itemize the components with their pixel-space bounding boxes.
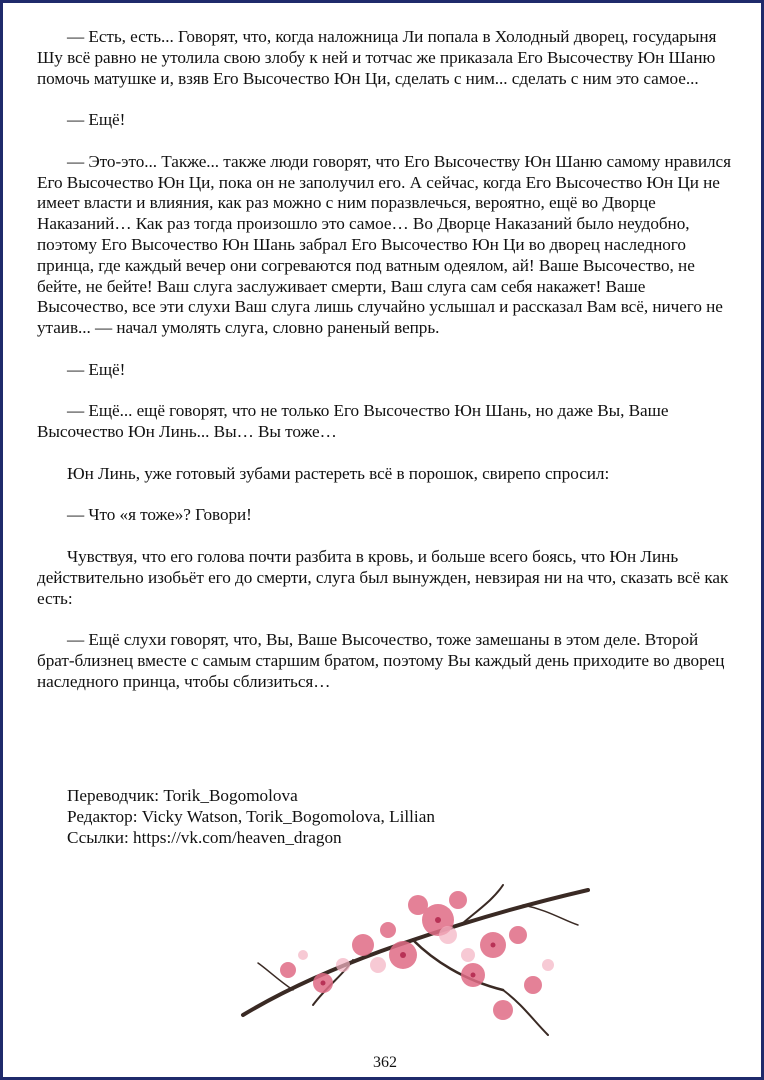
paragraph: — Ещё! bbox=[67, 110, 126, 130]
paragraph: — Есть, есть... Говорят, что, когда наложница Ли попала в Холодный дворец, государыня Шу всё равно не утолила свою злобу к ней и тотчас же приказала Его Высочеству Юн Шаню помочь матушке и, взяв Его Высочество Юн Ци, сделать с ним... сделать с ним это самое... bbox=[37, 27, 717, 88]
page-number: 362 bbox=[373, 1054, 397, 1071]
cherry-blossom-illustration bbox=[203, 865, 603, 1055]
paragraph: — Ещё слухи говорят, что, Вы, Ваше Высочество, тоже замешаны в этом деле. Второй брат-близнец вместе с самым старшим братом, поэтому Вы каждый день приходите во дворец наследного принца, чтобы сблизиться… bbox=[37, 630, 725, 691]
paragraph: Юн Линь, уже готовый зубами растереть всё в порошок, свирепо спросил: bbox=[67, 463, 610, 483]
body-text bbox=[37, 27, 737, 713]
credits bbox=[67, 785, 707, 848]
links-credit[interactable]: Ссылки: https://vk.com/heaven_dragon bbox=[67, 828, 342, 847]
translator-credit: Переводчик: Torik_Bogomolova bbox=[67, 786, 298, 805]
paragraph: — Ещё! bbox=[67, 359, 126, 379]
paragraph: — Это-это... Также... также люди говорят, что Его Высочеству Юн Шаню самому нравился Его Высочество Юн Ци, пока он не заполучил его. А сейчас, когда Его Высочество Юн Ци не имеет власти и влияния, как раз можно с ним поразвлечься, вероятно, ещё во Дворце Наказаний… Как раз тогда произошло это самое… Во Дворце Наказаний было неудобно, поэтому Его Высочество Юн Шань забрал Его Высочество Юн Ци во дворец наследного принца, где каждый вечер они согреваются под ватным одеялом, ай! Ваше Высочество, не бейте, не бейте! Ваш слуга заслуживает смерти, Ваш слуга сам себя накажет! Ваше Высочество, все эти слухи Ваш слуга лишь случайно услышал и рассказал Вам всё, ничего не утаив... — начал умолять слуга, словно раненый вепрь. bbox=[37, 151, 731, 338]
editor-credit: Редактор: Vicky Watson, Torik_Bogomolova, Lillian bbox=[67, 807, 435, 826]
paragraph: — Что «я тоже»? Говори! bbox=[67, 505, 252, 525]
paragraph: — Ещё... ещё говорят, что не только Его Высочество Юн Шань, но даже Вы, Ваше Высочество Юн Линь... Вы… Вы тоже… bbox=[37, 401, 669, 442]
paragraph: Чувствуя, что его голова почти разбита в кровь, и больше всего боясь, что Юн Линь действительно изобьёт его до смерти, слуга был вынужден, невзирая ни на что, сказать всё как есть: bbox=[37, 546, 729, 608]
